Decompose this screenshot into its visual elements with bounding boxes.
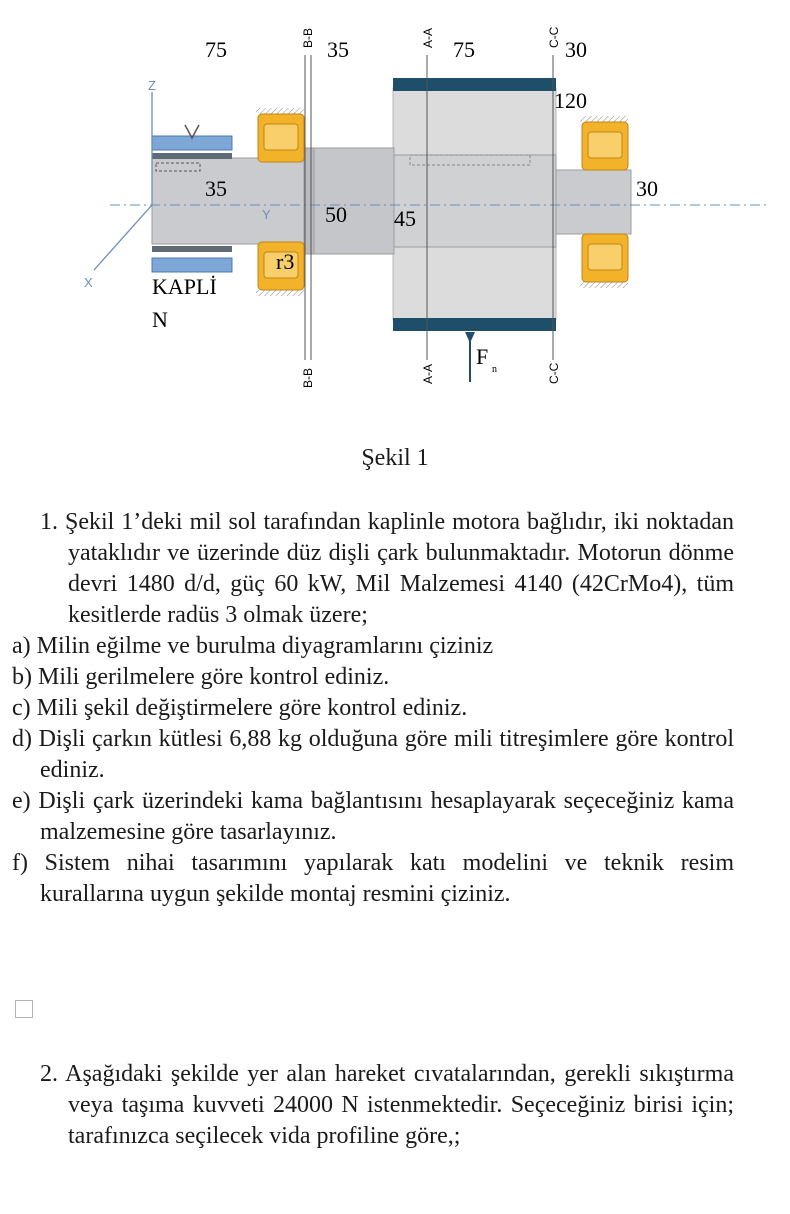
coupling-label-line2: N bbox=[152, 307, 168, 332]
force-subscript: n bbox=[492, 364, 497, 375]
x-axis bbox=[94, 205, 152, 270]
z-axis-label: Z bbox=[148, 78, 156, 93]
dim-75-left: 75 bbox=[205, 37, 227, 62]
coupling-bottom bbox=[152, 258, 232, 272]
dim-35-top: 35 bbox=[327, 37, 349, 62]
question-1-item-e: e) Dişli çark üzerindeki kama bağlantısını hesaplayarak seçeceğiniz kama malzemesine göre tasarlayınız. bbox=[12, 788, 734, 845]
dim-120: 120 bbox=[554, 88, 587, 113]
section-label-cc-top: C-C bbox=[547, 26, 561, 48]
dim-r3: r3 bbox=[276, 249, 295, 274]
shaft-gear-seat bbox=[394, 155, 556, 247]
y-axis-label: Y bbox=[262, 207, 271, 222]
question-1-item-b: b) Mili gerilmelere göre kontrol ediniz. bbox=[12, 664, 390, 690]
question-1-intro: 1. Şekil 1’deki mil sol tarafından kaplinle motora bağlıdır, iki noktadan yataklıdır ve üzerinde düz dişli çark bulunmaktadır. Motorun dönme devri 1480 d/d, güç 60 kW, Mil Malzemesi 4140 (42CrMo4), tüm kesitlerde radüs 3 olmak üzere; bbox=[40, 509, 734, 628]
dim-50: 50 bbox=[325, 202, 347, 227]
question-1 bbox=[12, 507, 734, 910]
shaft-figure bbox=[0, 0, 790, 400]
section-label-aa-bottom: A-A bbox=[421, 363, 435, 384]
question-1-item-f: f) Sistem nihai tasarımını yapılarak katı modelini ve teknik resim kurallarına uygun şekilde montaj resmini çiziniz. bbox=[12, 850, 734, 907]
dim-30-right: 30 bbox=[636, 176, 658, 201]
coupling-top-inner bbox=[152, 153, 232, 159]
force-arrow-head-icon bbox=[465, 332, 475, 343]
question-1-item-c: c) Mili şekil değiştirmelere göre kontrol ediniz. bbox=[12, 695, 468, 721]
section-label-cc-bottom: C-C bbox=[547, 362, 561, 384]
figure-caption: Şekil 1 bbox=[361, 445, 429, 471]
dim-75-right: 75 bbox=[453, 37, 475, 62]
question-2 bbox=[40, 1059, 734, 1152]
section-label-aa-top: A-A bbox=[421, 27, 435, 48]
dim-30-top: 30 bbox=[565, 37, 587, 62]
question-1-item-d: d) Dişli çarkın kütlesi 6,88 kg olduğuna göre mili titreşimlere göre kontrol ediniz. bbox=[12, 726, 734, 783]
x-axis-label: X bbox=[84, 275, 93, 290]
question-2-intro: 2. Aşağıdaki şekilde yer alan hareket cıvatalarından, gerekli sıkıştırma veya taşıma kuvveti 24000 N istenmektedir. Seçeceğiniz birisi için; tarafınızca seçilecek vida profiline göre,; bbox=[40, 1061, 734, 1149]
dim-35-left: 35 bbox=[205, 176, 227, 201]
shaft-right bbox=[556, 170, 631, 234]
section-label-bb-bottom: B-B bbox=[301, 367, 315, 388]
coupling-bottom-inner bbox=[152, 246, 232, 252]
question-1-item-a: a) Milin eğilme ve burulma diyagramlarını çiziniz bbox=[12, 633, 494, 659]
force-label: F bbox=[476, 344, 489, 369]
checkbox[interactable] bbox=[15, 1000, 33, 1018]
coupling-label-line1: KAPLİ bbox=[152, 274, 217, 299]
gear-rim-bottom bbox=[393, 318, 556, 331]
section-label-bb-top: B-B bbox=[301, 27, 315, 48]
shaft-middle bbox=[314, 148, 394, 254]
dim-45: 45 bbox=[394, 206, 416, 231]
gear-rim-top bbox=[393, 78, 556, 91]
